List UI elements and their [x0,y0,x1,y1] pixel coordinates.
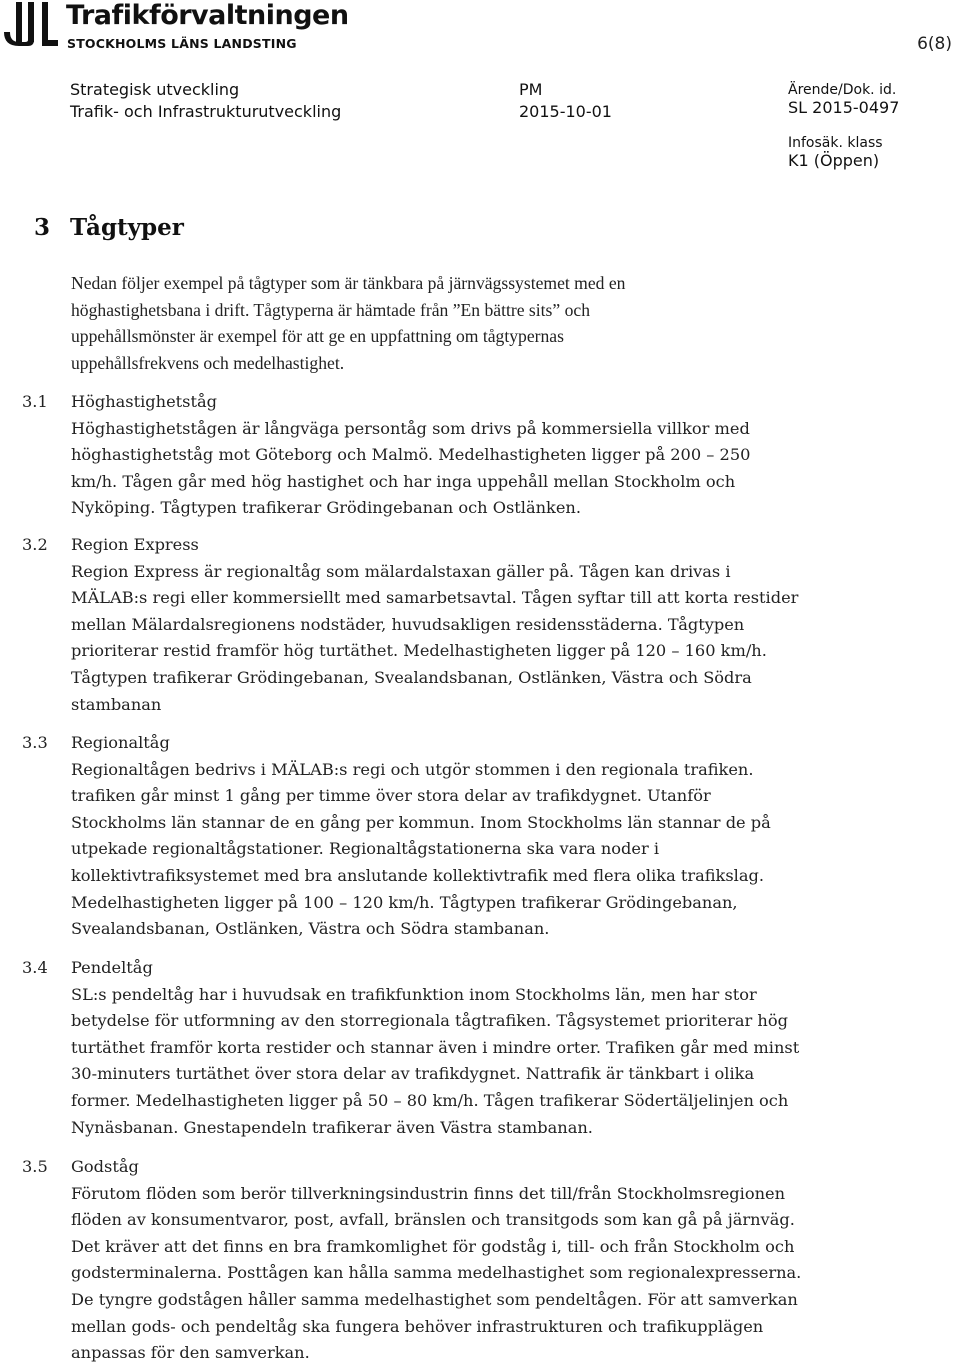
subsection-heading [22,389,822,416]
body-line: Svealandsbanan, Ostlänken, Västra och Södra stambanan. [71,919,550,939]
subsection-heading [22,955,822,982]
body-line: trafiken går minst 1 gång per timme över stora delar av trafikdygnet. Utanför [71,786,711,806]
subsection-body [71,982,819,1142]
document-type: PM [519,80,543,99]
section-title: Tågtyper [70,214,184,241]
subsection-hoghastighetstag [22,389,822,522]
body-line: godsterminalerna. Posttågen kan hålla samma medelhastighet som regionalexpresserna. [71,1263,802,1283]
body-line: turtäthet framför korta restider och stannar även i mindre orter. Trafiken går med minst [71,1037,800,1057]
subsection-number: 3.1 [22,392,48,411]
subsection-body [71,416,819,522]
body-line: prioriterar restid framför hög turtäthet. Medelhastigheten ligger på 120 – 160 km/h. [71,641,767,661]
body-line: 30-minuters turtäthet över stora delar av trafikdygnet. Nattrafik är tänkbart i olika [71,1064,755,1084]
subsection-title: Region Express [71,535,199,554]
body-line: flöden av konsumentvaror, post, avfall, bränslen och transitgods som kan gå på järnväg. [71,1210,795,1230]
body-line: km/h. Tågen går med hög hastighet och har inga uppehåll mellan Stockholm och [71,471,736,491]
subsection-number: 3.5 [22,1157,48,1176]
body-line: kollektivtrafiksystemet med bra anslutande kollektivtrafik med flera olika trafikslag. [71,865,765,885]
section-heading [34,214,184,241]
body-line: betydelse för utformning av den storregionala tågtrafiken. Tågsystemet prioriterar hög [71,1011,788,1031]
classification-label: Infosäk. klass [788,135,883,151]
body-line: Förutom flöden som berör tillverkningsindustrin finns det till/från Stockholmsregionen [71,1183,785,1203]
subsection-number: 3.3 [22,733,48,752]
department: Strategisk utveckling [70,80,240,99]
subsection-heading [22,730,822,757]
subsection-godstag [22,1154,822,1367]
subsection-heading [22,532,822,559]
body-line: mellan Mälardalsregionens nodstäder, huvudsakligen residensstäderna. Tågtypen [71,614,745,634]
body-line: Nyköping. Tågtypen trafikerar Grödingebanan och Ostlänken. [71,498,582,518]
intro-line: höghastighetsbana i drift. Tågtyperna är hämtade från ”En bättre sits” och [71,299,590,320]
body-line: Medelhastigheten ligger på 100 – 120 km/h. Tågtypen trafikerar Grödingebanan, [71,892,738,912]
brand-subtitle: STOCKHOLMS LÄNS LANDSTING [67,36,297,51]
intro-line: Nedan följer exempel på tågtyper som är tänkbara på järnvägssystemet med en [71,273,626,293]
section-intro [71,270,791,377]
body-line: former. Medelhastigheten ligger på 50 – 80 km/h. Tågen trafikerar Södertäljelinjen och [71,1090,789,1110]
document-date: 2015-10-01 [519,102,612,121]
body-line: Stockholms län stannar de en gång per kommun. Inom Stockholms län stannar de på [71,812,771,832]
body-line: höghastighetståg mot Göteborg och Malmö. Medelhastigheten ligger på 200 – 250 [71,445,751,465]
body-line: De tyngre godstågen håller samma medelhastighet som pendeltågen. För att samverkan [71,1289,798,1309]
body-line: Tågtypen trafikerar Grödingebanan, Svealandsbanan, Ostlänken, Västra och Södra [71,667,752,687]
body-line: stambanan [71,694,162,714]
brand-name: Trafikförvaltningen [66,0,349,31]
subsection-pendeltag [22,955,822,1141]
body-line: Nynäsbanan. Gnestapendeln trafikerar även Västra stambanan. [71,1117,593,1137]
section-number: 3 [34,214,51,241]
subsection-heading [22,1154,822,1181]
subsection-body [71,559,819,719]
subsection-number: 3.4 [22,958,48,977]
subsection-body [71,1181,819,1367]
intro-line: uppehållsfrekvens och medelhastighet. [71,353,345,374]
body-line: Regionaltågen bedrivs i MÄLAB:s regi och utgör stommen i den regionala trafiken. [71,759,754,779]
body-line: Region Express är regionaltåg som mälardalstaxan gäller på. Tågen kan drivas i [71,561,731,581]
reference-label: Ärende/Dok. id. [788,82,897,98]
subsection-title: Godståg [71,1157,139,1176]
body-line: MÄLAB:s regi eller kommersiellt med samarbetsavtal. Tågen syftar till att korta restider [71,588,799,608]
intro-line: uppehållsmönster är exempel för att ge en uppfattning om tågtypernas [71,326,564,347]
body-line: Det kräver att det finns en bra framkomlighet för godståg i, till- och från Stockholm och [71,1236,795,1256]
classification-value: K1 (Öppen) [788,151,880,170]
body-line: anpassas för den samverkan. [71,1343,310,1363]
subsection-region-express [22,532,822,718]
body-line: utpekade regionaltågstationer. Regionaltågstationerna ska vara noder i [71,839,660,859]
unit: Trafik- och Infrastrukturutveckling [70,102,342,121]
reference-value: SL 2015-0497 [788,98,900,117]
subsection-body [71,757,819,943]
body-line: Höghastighetstågen är långväga persontåg som drivs på kommersiella villkor med [71,418,750,438]
subsection-title: Pendeltåg [71,958,153,977]
subsection-title: Höghastighetståg [71,392,217,411]
subsection-regionaltag [22,730,822,943]
subsection-number: 3.2 [22,535,48,554]
body-line: mellan gods- och pendeltåg ska fungera behöver infrastrukturen och trafikupplägen [71,1316,764,1336]
page-number: 6(8) [917,34,952,54]
sl-logo-icon [2,2,60,50]
organization-logo [0,0,349,56]
body-line: SL:s pendeltåg har i huvudsak en trafikfunktion inom Stockholms län, men har stor [71,984,757,1004]
subsection-title: Regionaltåg [71,733,170,752]
